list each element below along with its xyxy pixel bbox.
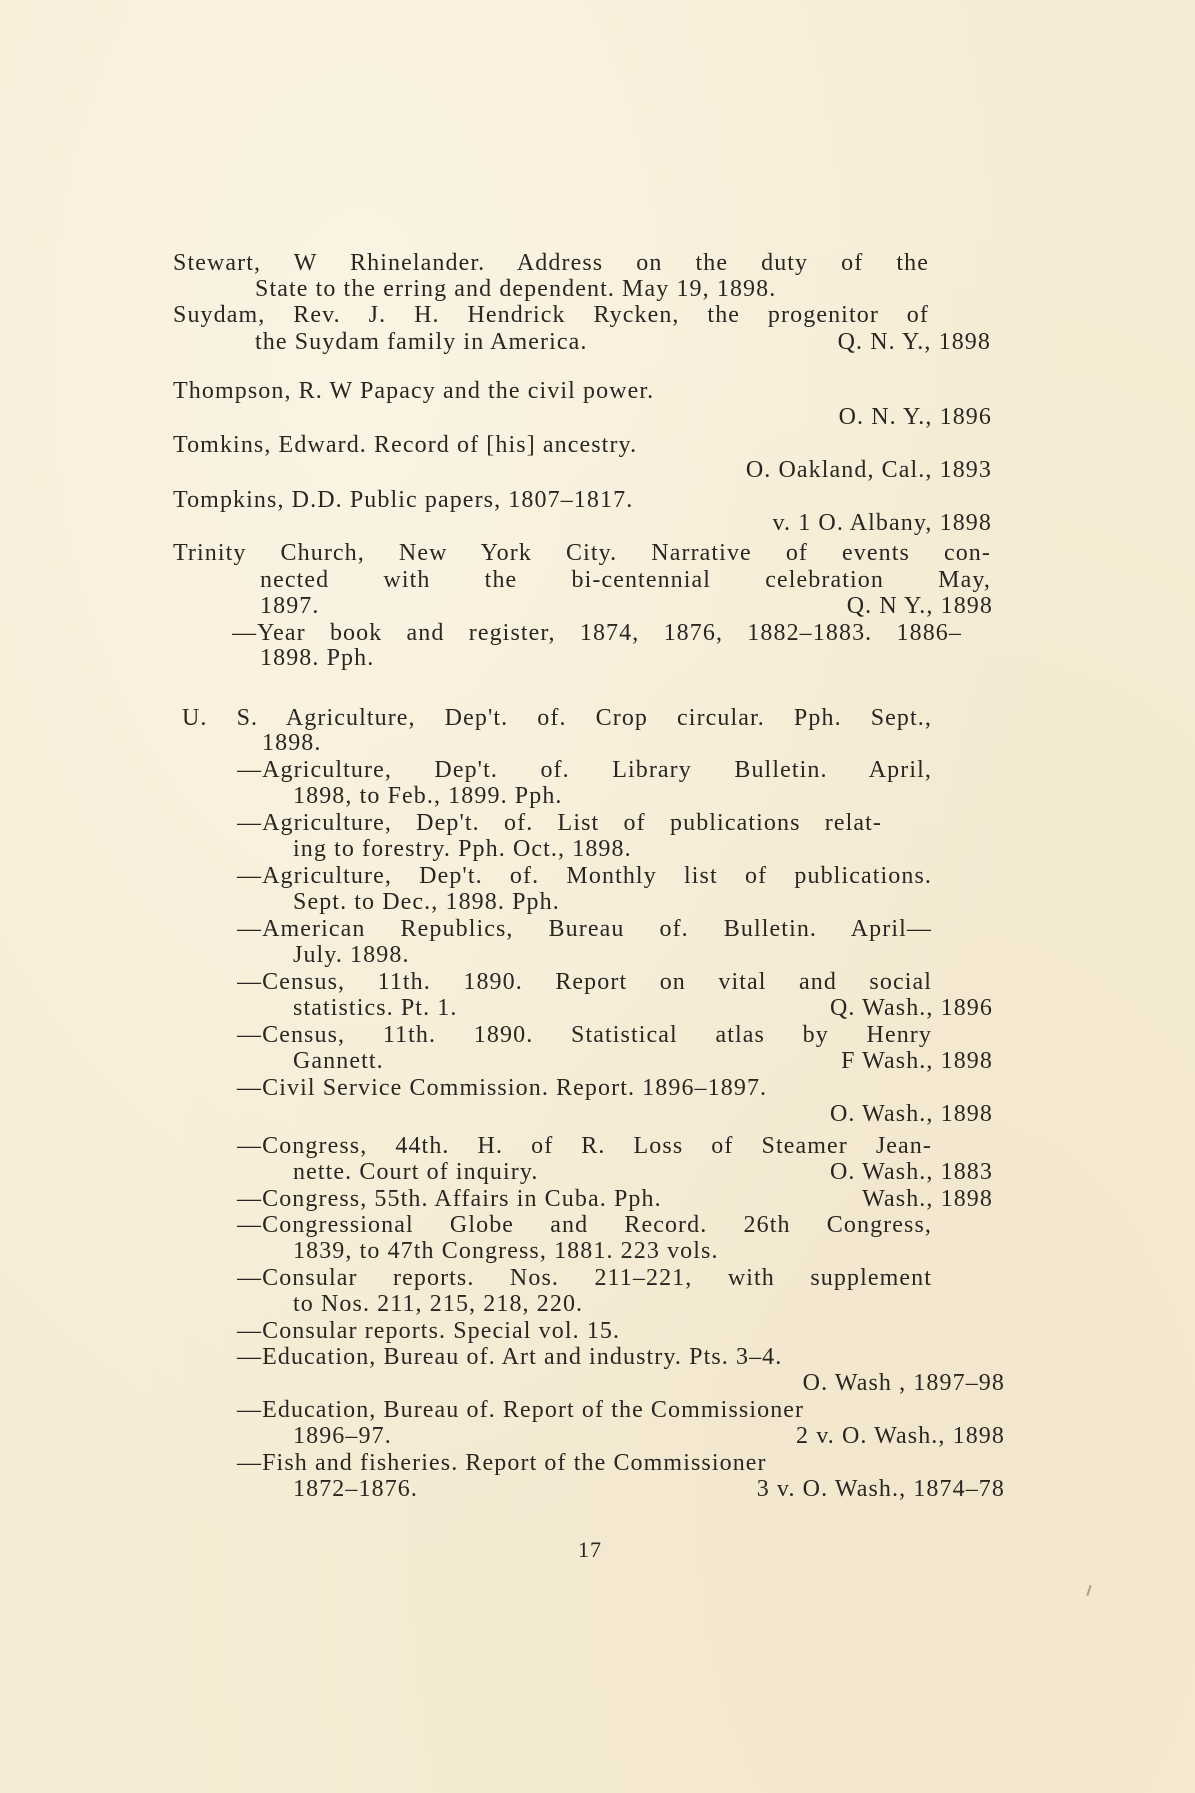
page-number: 17: [578, 1537, 602, 1562]
us-item-line-2: [293, 1421, 1005, 1451]
us-item-imprint: O. Wash., 1898: [829, 1101, 993, 1127]
us-item-line-2: Sept. to Dec., 1898. Pph.: [293, 889, 560, 915]
us-item-line-2: [293, 1157, 993, 1187]
entry-suydam-line-2: [255, 327, 991, 357]
us-item-line-1: —Consular reports. Nos. 211–221, with supplement: [237, 1265, 932, 1291]
entry-trinity-imprint: Q. N Y., 1898: [846, 593, 993, 619]
entry-trinity-year: 1897.: [260, 593, 320, 619]
us-item-line-1: —Congressional Globe and Record. 26th Congress,: [237, 1212, 932, 1238]
us-item-imprint: 3 v. O. Wash., 1874–78: [756, 1476, 1005, 1502]
us-item-line-1: —Census, 11th. 1890. Report on vital and social: [237, 969, 932, 995]
us-item-line-1: —Census, 11th. 1890. Statistical atlas by Henry: [237, 1022, 932, 1048]
us-item-imprint: O. Wash , 1897–98: [802, 1370, 1005, 1396]
us-item-text: —Congress, 55th. Affairs in Cuba. Pph.: [237, 1186, 662, 1212]
us-item-line-2: July. 1898.: [293, 942, 410, 968]
us-item-line-2: to Nos. 211, 215, 218, 220.: [293, 1291, 584, 1317]
us-item-line-1: —Education, Bureau of. Art and industry. Pts. 3–4.: [237, 1344, 783, 1370]
entry-stewart-line-1: Stewart, W Rhinelander. Address on the duty of the: [173, 250, 929, 276]
entry-us-line-2: 1898.: [262, 730, 322, 756]
us-item-imprint: O. Wash., 1883: [829, 1159, 993, 1185]
us-item-text: statistics. Pt. 1.: [293, 995, 458, 1021]
entry-tompkins-imprint: v. 1 O. Albany, 1898: [772, 510, 992, 536]
entry-tomkins-imprint: O. Oakland, Cal., 1893: [745, 457, 992, 483]
entry-suydam-line-1: Suydam, Rev. J. H. Hendrick Rycken, the progenitor of: [173, 302, 929, 328]
us-item-line-1: —Congress, 44th. H. of R. Loss of Steamer Jean-: [237, 1133, 932, 1159]
us-item-line-1: —Agriculture, Dep't. of. Library Bulletin. April,: [237, 757, 932, 783]
entry-suydam-imprint: Q. N. Y., 1898: [837, 329, 991, 355]
us-item-text: 1872–1876.: [293, 1476, 418, 1502]
us-item-imprint: Q. Wash., 1896: [829, 995, 993, 1021]
entry-tompkins-line-1: Tompkins, D.D. Public papers, 1807–1817.: [173, 487, 634, 513]
entry-thompson-imprint: O. N. Y., 1896: [838, 404, 992, 430]
entry-stewart-line-2: State to the erring and dependent. May 19, 1898.: [255, 276, 777, 302]
us-item-line-2: 1898, to Feb., 1899. Pph.: [293, 783, 563, 809]
us-item-line-2: [293, 1474, 1005, 1504]
us-item-line-2: 1839, to 47th Congress, 1881. 223 vols.: [293, 1238, 719, 1264]
pencil-mark: [1086, 1585, 1091, 1596]
us-item-line-2: ing to forestry. Pph. Oct., 1898.: [293, 836, 632, 862]
entry-suydam-text: the Suydam family in America.: [255, 329, 588, 355]
entry-tomkins-line-1: Tomkins, Edward. Record of [his] ancestry.: [173, 432, 638, 458]
entry-thompson-line-1: Thompson, R. W Papacy and the civil power.: [173, 378, 655, 404]
entry-trinity-line-1: Trinity Church, New York City. Narrative of events con-: [173, 540, 991, 566]
us-item-line-1: —Consular reports. Special vol. 15.: [237, 1318, 621, 1344]
entry-us-line-1: U. S. Agriculture, Dep't. of. Crop circular. Pph. Sept.,: [182, 705, 932, 731]
us-item-imprint: F Wash., 1898: [841, 1048, 993, 1074]
us-item-imprint: 2 v. O. Wash., 1898: [796, 1423, 1005, 1449]
us-item-line-1: —American Republics, Bureau of. Bulletin. April—: [237, 916, 932, 942]
us-item-imprint: Wash., 1898: [862, 1186, 993, 1212]
entry-trinity-yearbook-line-1: —Year book and register, 1874, 1876, 1882–1883. 1886–: [232, 620, 962, 646]
us-item-line-1: —Education, Bureau of. Report of the Commissioner: [237, 1397, 805, 1423]
entry-trinity-line-3: [260, 591, 993, 621]
us-item-line-2: [293, 1046, 993, 1076]
us-item-text: nette. Court of inquiry.: [293, 1159, 539, 1185]
us-item-line-2: [293, 993, 993, 1023]
us-item-line-1: —Agriculture, Dep't. of. List of publications relat-: [237, 810, 882, 836]
us-item-text: Gannett.: [293, 1048, 384, 1074]
entry-trinity-yearbook-line-2: 1898. Pph.: [260, 645, 375, 671]
us-item-line-1: —Civil Service Commission. Report. 1896–1897.: [237, 1075, 768, 1101]
us-item-line-1: —Fish and fisheries. Report of the Commissioner: [237, 1450, 767, 1476]
entry-trinity-line-2: nected with the bi-centennial celebration May,: [260, 567, 991, 593]
us-item-line-1: —Agriculture, Dep't. of. Monthly list of publications.: [237, 863, 932, 889]
us-item-text: 1896–97.: [293, 1423, 392, 1449]
